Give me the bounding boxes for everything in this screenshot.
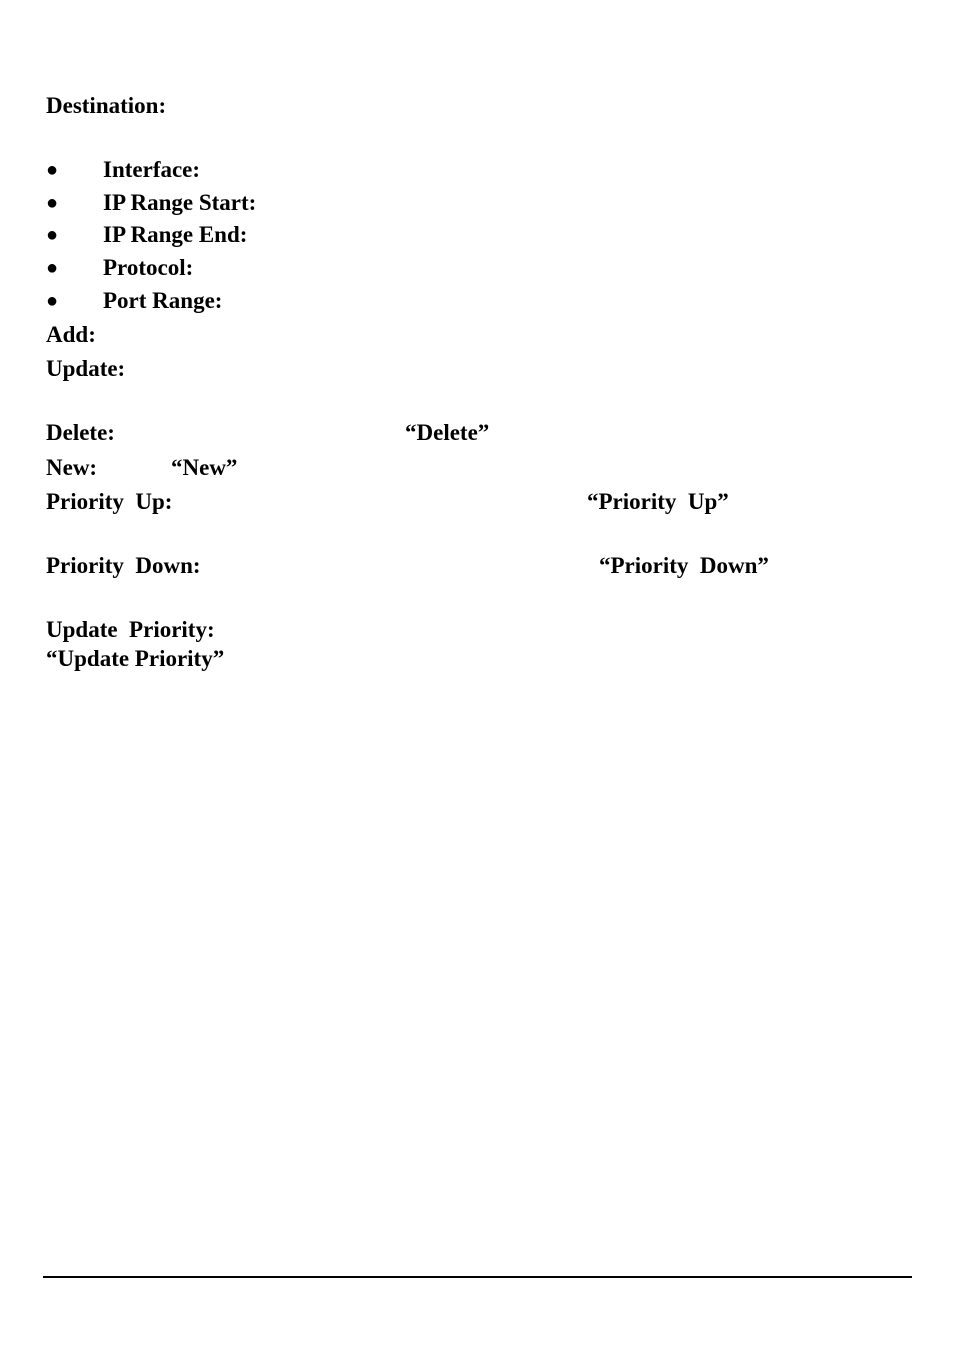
delete-term: Delete: [46, 420, 115, 445]
update-priority-quote: “Update Priority” [46, 646, 225, 671]
priority-up-term: Priority Up: [46, 489, 173, 514]
list-item-label: Protocol: [103, 255, 194, 280]
bullet-dot-icon: ● [46, 290, 59, 312]
delete-quote: “Delete” [405, 420, 490, 445]
list-item-label: IP Range End: [103, 222, 248, 247]
new-term: New: [46, 455, 98, 480]
bullet-dot-icon: ● [46, 192, 59, 214]
priority-up-quote: “Priority Up” [587, 489, 729, 514]
new-quote: “New” [171, 455, 238, 480]
update-priority-term: Update Priority: [46, 617, 215, 642]
list-item-label: IP Range Start: [103, 190, 257, 215]
add-term: Add: [46, 322, 96, 347]
footer-divider [43, 1276, 912, 1278]
bullet-dot-icon: ● [46, 257, 59, 279]
priority-down-quote: “Priority Down” [599, 553, 769, 578]
update-term: Update: [46, 356, 126, 381]
list-item-label: Port Range: [103, 288, 223, 313]
list-item-label: Interface: [103, 157, 201, 182]
priority-down-term: Priority Down: [46, 553, 201, 578]
bullet-dot-icon: ● [46, 159, 59, 181]
bullet-dot-icon: ● [46, 224, 59, 246]
destination-heading: Destination: [46, 93, 167, 118]
